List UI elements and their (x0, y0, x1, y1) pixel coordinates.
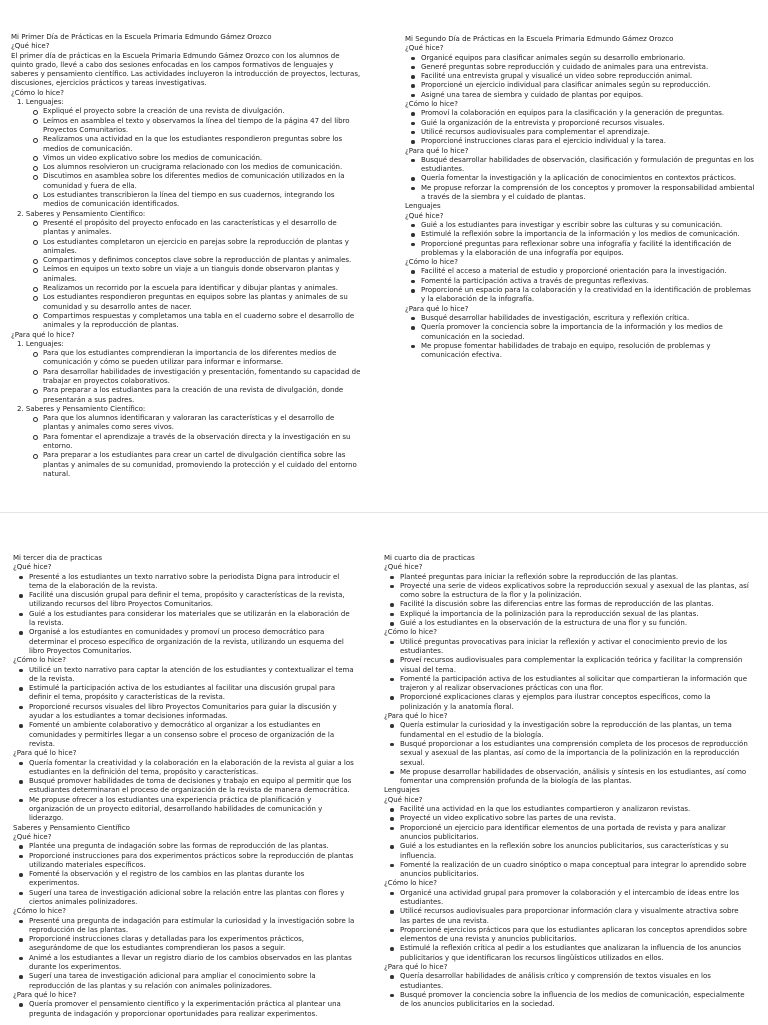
list-item: Quería promover el pensamiento científico y la experimentación práctica al plantear una pregunta de indagación y proporcionar oportunidades para realizar experimentos. (29, 1000, 356, 1019)
heading-como-lo-hice: ¿Cómo lo hice? (405, 258, 458, 267)
bullet-list (13, 917, 356, 991)
list-item: Busqué promover la conciencia sobre la influencia de los medios de comunicación, especialmente de los anuncios publicitarios en la sociedad. (400, 991, 749, 1010)
list-item: Proporcioné un ejercicio individual para clasificar animales según su reproducción. (421, 81, 755, 90)
list-item: Promoví la colaboración en equipos para la clasificación y la generación de preguntas. (421, 109, 755, 118)
bullet-list (384, 889, 749, 963)
list-item: Expliqué el proyecto sobre la creación de una revista de divulgación. (43, 107, 361, 116)
list-item: Sugerí una tarea de investigación adicional sobre la relación entre las plantas con flores y ciertos animales polinizadores. (29, 889, 356, 908)
sub-list (17, 107, 361, 209)
list-item: Estimulé la participación activa de los estudiantes al facilitar una discusión grupal para definir el tema, propósito y características de la revista. (29, 684, 356, 703)
tercer-dia-section (13, 554, 356, 1019)
list-item: Presenté a los estudiantes un texto narrativo sobre la periodista Digna para introducir el tema de la elaboración de la revista. (29, 573, 356, 592)
para-numbered-list (11, 340, 361, 479)
bullet-list (13, 1000, 356, 1019)
list-item: Para preparar a los estudiantes para crear un cartel de divulgación científica sobre las plantas y animales de su comunidad, promoviendo la protección y el cuidado del entorno natural. (43, 451, 361, 479)
list-item: Quería fomentar la investigación y la aplicación de conocimientos en contextos prácticos. (421, 174, 755, 183)
list-item: Quería promover la conciencia sobre la importancia de la información y los medios de comunicación en la sociedad. (421, 323, 755, 342)
list-item: Facilité una actividad en la que los estudiantes compartieron y analizaron revistas. (400, 805, 749, 814)
bullet-list (405, 267, 755, 304)
heading-para-que: ¿Para qué lo hice? (13, 990, 77, 999)
numbered-item-label: 2. Saberes y Pensamiento Científico: (17, 404, 146, 413)
bullet-list (13, 666, 356, 750)
bullet-list (13, 842, 356, 907)
list-item: Estimulé la reflexión crítica al pedir a los estudiantes que analizaran la influencia de los anuncios publicitarios y que identificaran los recursos lingüísticos utilizados en ellos. (400, 944, 749, 963)
list-item: Presenté el propósito del proyecto enfocado en las características y el desarrollo de plantas y animales. (43, 219, 361, 238)
bullet-list (384, 805, 749, 879)
list-item: Discutimos en asamblea sobre los diferentes medios de comunicación utilizados en la comunidad y fuera de ella. (43, 172, 361, 191)
list-item: Proporcioné instrucciones para dos experimentos prácticos sobre la reproducción de plantas utilizando materiales específicos. (29, 852, 356, 871)
subject-heading: Saberes y Pensamiento Científico (13, 823, 130, 832)
list-item: Utilicé preguntas provocativas para iniciar la reflexión y activar el conocimiento previo de los estudiantes. (400, 638, 749, 657)
list-item: Para preparar a los estudiantes para la creación de una revista de divulgación, donde presentarán a sus padres. (43, 386, 361, 405)
numbered-item (17, 340, 361, 405)
list-item: Facilité una entrevista grupal y visualicé un video sobre reproducción animal. (421, 72, 755, 81)
section-title: Mi Segundo Día de Prácticas en la Escuela Primaria Edmundo Gámez Orozco (405, 35, 674, 43)
heading-que-hice: ¿Qué hice? (13, 563, 52, 572)
list-item: Fomenté la participación activa a través de preguntas reflexivas. (421, 277, 755, 286)
list-item: Busqué desarrollar habilidades de observación, clasificación y formulación de preguntas en los estudiantes. (421, 155, 754, 174)
list-item: Utilicé recursos audiovisuales para proporcionar información clara y visualmente atractiva sobre las partes de una revista. (400, 907, 749, 926)
list-item: Me propuse ofrecer a los estudiantes una experiencia práctica de planificación y organización de un proyecto editorial, desarrollando habilidades de comunicación y liderazgo. (29, 796, 356, 824)
primer-dia-section (11, 33, 361, 479)
list-item: Proporcioné explicaciones claras y ejemplos para ilustrar conceptos específicos, como la polinización y la anatomía floral. (400, 693, 749, 712)
como-numbered-list (11, 98, 361, 330)
list-item: Quería desarrollar habilidades de análisis crítico y comprensión de textos visuales en los estudiantes. (400, 972, 749, 991)
heading-que-hice: ¿Qué hice? (405, 44, 444, 53)
list-item: Guié la organización de la entrevista y proporcioné recursos visuales. (421, 119, 755, 128)
sub-list (17, 219, 361, 331)
numbered-item (17, 98, 361, 210)
bullet-list (384, 638, 749, 712)
numbered-item-label: 1. Lenguajes: (17, 339, 64, 348)
bullet-list (405, 156, 755, 202)
numbered-item-label: 2. Saberes y Pensamiento Científico: (17, 209, 146, 218)
list-item: Facilité la discusión sobre las diferencias entre las formas de reproducción de las plantas. (400, 600, 749, 609)
bullet-list (13, 759, 356, 824)
list-item: Fomenté la participación activa de los estudiantes al solicitar que compartieran la información que trajeron y al realizar observaciones prácticas con una flor. (400, 674, 748, 693)
list-item: Plantée una pregunta de indagación sobre las formas de reproducción de las plantas. (29, 842, 356, 851)
list-item: Planteé preguntas para iniciar la reflexión sobre la reproducción de las plantas. (400, 573, 749, 582)
bullet-list (384, 721, 749, 786)
numbered-item-label: 1. Lenguajes: (17, 98, 64, 107)
heading-para-que: ¿Para qué lo hice? (11, 330, 75, 339)
list-item: Organisé a los estudiantes en comunidades y promoví un proceso democrático para determinar el proceso específico de organización de la revista, utilizando un esquema del libro Proyectos Comunitarios. (29, 628, 356, 656)
bullet-list (384, 972, 749, 1009)
section-title: Mi Primer Día de Prácticas en la Escuela Primaria Edmundo Gámez Orozco (11, 33, 272, 41)
list-item: Estimulé la reflexión sobre la importancia de la información y los medios de comunicación. (421, 230, 755, 239)
bullet-list (405, 314, 755, 360)
list-item: Generé preguntas sobre reproducción y cuidado de animales para una entrevista. (421, 63, 755, 72)
list-item: Realizamos una actividad en la que los estudiantes respondieron preguntas sobre los medios de comunicación. (43, 135, 361, 154)
segundo-dia-section (405, 35, 755, 360)
bullet-list (384, 573, 749, 629)
subject-heading: Lenguajes (384, 786, 420, 795)
page-2 (0, 512, 768, 1025)
list-item: Busqué proporcionar a los estudiantes una comprensión completa de los procesos de reproducción sexual y asexual de las plantas, así como de la importancia de la polinización en la reproducción sexual. (400, 739, 748, 767)
list-item: Busqué desarrollar habilidades de investigación, escritura y reflexión crítica. (421, 314, 755, 323)
heading-que-hice: ¿Qué hice? (11, 42, 50, 51)
section-title: Mi cuarto dia de practicas (384, 554, 475, 562)
heading-que-hice: ¿Qué hice? (384, 795, 423, 804)
numbered-item (17, 405, 361, 479)
list-item: Guié a los estudiantes para considerar los materiales que se utilizarán en la elaboración de la revista. (29, 610, 356, 629)
list-item: Los alumnos resolvieron un crucigrama relacionado con los medios de comunicación. (43, 163, 361, 172)
sub-list (17, 349, 361, 405)
list-item: Proveí recursos audiovisuales para complementar la explicación teórica y facilitar la comprensión visual del tema. (400, 656, 749, 675)
list-item: Leímos en equipos un texto sobre un viaje a un tianguis donde observaron plantas y animales. (43, 265, 361, 284)
list-item: Para desarrollar habilidades de investigación y presentación, fomentando su capacidad de trabajar en proyectos colaborativos. (43, 367, 361, 385)
list-item: Asigné una tarea de siembra y cuidado de plantas por equipos. (421, 91, 755, 100)
list-item: Utilicé un texto narrativo para captar la atención de los estudiantes y contextualizar el tema de la revista. (29, 666, 356, 685)
bullet-list (405, 54, 755, 100)
list-item: Proporcioné un espacio para la colaboración y la creatividad en la identificación de problemas y la elaboración de la infografía. (421, 286, 755, 305)
list-item: Presenté una pregunta de indagación para estimular la curiosidad y la investigación sobre la reproducción de las plantas. (29, 916, 355, 934)
list-item: Proporcioné preguntas para reflexionar sobre una infografía y facilité la identificación de problemas y la elaboración de una infografía por equipos. (421, 240, 755, 259)
list-item: Fomenté la realización de un cuadro sinóptico o mapa conceptual para integrar lo aprendido sobre anuncios publicitarios. (400, 861, 749, 880)
list-item: Proporcioné instrucciones claras para el ejercicio individual y la tarea. (421, 137, 755, 146)
list-item: Proporcioné ejercicios prácticos para que los estudiantes aplicaran los conceptos aprendidos sobre elementos de una revista y anuncios publicitarios. (400, 926, 749, 945)
list-item: Guié a los estudiantes en la reflexión sobre los anuncios publicitarios, sus características y su influencia. (400, 842, 749, 861)
list-item: Facilité una discusión grupal para definir el tema, propósito y características de la revista, utilizando recursos del libro Proyectos Comunitarios. (29, 591, 356, 610)
bullet-list (13, 573, 356, 657)
list-item: Organicé una actividad grupal para promover la colaboración y el intercambio de ideas entre los estudiantes. (400, 889, 749, 908)
list-item: Compartimos respuestas y completamos una tabla en el cuaderno sobre el desarrollo de animales y la reproducción de plantas. (43, 312, 361, 331)
list-item: Para que los alumnos identificaran y valoraran las características y el desarrollo de plantas y animales como seres vivos. (43, 414, 361, 433)
list-item: Los estudiantes respondieron preguntas en equipos sobre las plantas y animales de su comunidad y su desarrollo antes de nacer. (43, 293, 361, 312)
bullet-list (405, 109, 755, 146)
list-item: Me propuse desarrollar habilidades de observación, análisis y síntesis en los estudiantes, así como fomentar una comprensión profunda de la biología de las plantas. (400, 768, 749, 787)
list-item: Realizamos un recorrido por la escuela para identificar y dibujar plantas y animales. (43, 284, 361, 293)
list-item: Para que los estudiantes comprendieran la importancia de los diferentes medios de comunicación y cómo se pueden utilizar para informar e informarse. (43, 349, 361, 368)
list-item: Proporcioné instrucciones claras y detalladas para los experimentos prácticos, asegurándome de que los estudiantes comprendieran los pasos a seguir. (29, 935, 356, 954)
list-item: Organicé equipos para clasificar animales según su desarrollo embrionario. (421, 54, 755, 63)
list-item: Animé a los estudiantes a llevar un registro diario de los cambios observados en las plantas durante los experimentos. (29, 954, 356, 973)
list-item: Proyecté un video explicativo sobre las partes de una revista. (400, 814, 749, 823)
list-item: Sugerí una tarea de investigación adicional para ampliar el conocimiento sobre la reproducción de las plantas y su relación con animales polinizadores. (29, 972, 356, 991)
heading-para-que: ¿Para qué lo hice? (405, 146, 469, 155)
list-item: Guié a los estudiantes en la observación de la estructura de una flor y su función. (400, 619, 749, 628)
page-1 (0, 0, 768, 512)
heading-para-que: ¿Para qué lo hice? (384, 712, 448, 721)
cuarto-dia-section (384, 554, 749, 1010)
list-item: Los estudiantes transcribieron la línea del tiempo en sus cuadernos, integrando los medios de comunicación identificados. (43, 191, 361, 210)
list-item: Compartimos y definimos conceptos clave sobre la reproducción de plantas y animales. (43, 256, 361, 265)
heading-para-que: ¿Para qué lo hice? (384, 963, 448, 972)
intro-paragraph: El primer día de prácticas en la Escuela Primaria Edmundo Gámez Orozco con los alumnos de quinto grado, llevé a cabo dos sesiones enfocadas en los campos formativos de lenguajes y saberes y pensamiento científico. Las actividades incluyeron la introducción de proyectos, lecturas, discusiones, ejercicios prácticos y tareas investigativas. (11, 51, 361, 88)
list-item: Busqué promover habilidades de toma de decisiones y trabajo en equipo al permitir que los estudiantes determinaran el proceso de organización de la revista de manera democrática. (29, 777, 356, 796)
list-item: Utilicé recursos audiovisuales para complementar el aprendizaje. (421, 128, 755, 137)
list-item: Leímos en asamblea el texto y observamos la línea del tiempo de la página 47 del libro Proyectos Comunitarios. (43, 117, 361, 136)
section-title: Mi tercer dia de practicas (13, 554, 103, 562)
list-item: Para fomentar el aprendizaje a través de la observación directa y la investigación en su entorno. (43, 433, 361, 452)
list-item: Fomenté la observación y el registro de los cambios en las plantas durante los experimentos. (29, 870, 356, 889)
heading-para-que: ¿Para qué lo hice? (405, 304, 469, 313)
list-item: Facilité el acceso a material de estudio y proporcioné orientación para la investigación. (421, 267, 755, 276)
list-item: Quería fomentar la creatividad y la colaboración en la elaboración de la revista al guiar a los estudiantes en la definición del tema, propósito y características. (29, 759, 356, 778)
heading-como-lo-hice: ¿Cómo lo hice? (384, 628, 437, 637)
heading-que-hice: ¿Qué hice? (405, 211, 444, 220)
list-item: Quería estimular la curiosidad y la investigación sobre la reproducción de las plantas, un tema fundamental en el estudio de la biología. (400, 721, 749, 740)
list-item: Proyecté una serie de videos explicativos sobre la reproducción sexual y asexual de las plantas, así como sobre la estructura de la flor y la polinización. (400, 581, 749, 600)
heading-como-lo-hice: ¿Cómo lo hice? (13, 656, 66, 665)
heading-para-que: ¿Para qué lo hice? (13, 749, 77, 758)
heading-como-lo-hice: ¿Cómo lo hice? (405, 100, 458, 109)
heading-como-lo-hice: ¿Cómo lo hice? (13, 907, 66, 916)
bullet-list (405, 221, 755, 258)
heading-que-hice: ¿Qué hice? (384, 563, 423, 572)
list-item: Proporcioné recursos visuales del libro Proyectos Comunitarios para guiar la discusión y ayudar a los estudiantes a tomar decisiones informadas. (29, 703, 356, 722)
list-item: Vimos un video explicativo sobre los medios de comunicación. (43, 154, 361, 163)
heading-como-lo-hice: ¿Cómo lo hice? (11, 88, 64, 97)
numbered-item (17, 210, 361, 331)
heading-que-hice: ¿Qué hice? (13, 832, 52, 841)
list-item: Los estudiantes completaron un ejercicio en parejas sobre la reproducción de plantas y animales. (43, 238, 361, 257)
list-item: Me propuse fomentar habilidades de trabajo en equipo, resolución de problemas y comunicación efectiva. (421, 342, 755, 361)
sub-list (17, 414, 361, 479)
heading-como-lo-hice: ¿Cómo lo hice? (384, 879, 437, 888)
list-item: Expliqué la importancia de la polinización para la reproducción sexual de las plantas. (400, 610, 749, 619)
subject-heading: Lenguajes (405, 202, 441, 211)
list-item: Me propuse reforzar la comprensión de los conceptos y promover la responsabilidad ambiental a través de la siembra y el cuidado de plantas. (421, 183, 755, 202)
list-item: Proporcioné un ejercicio para identificar elementos de una portada de revista y para analizar anuncios publicitarios. (400, 824, 749, 843)
list-item: Fomenté un ambiente colaborativo y democrático al organizar a los estudiantes en comunidades y permitirles llegar a un consenso sobre el proceso de organización de la revista. (29, 721, 356, 749)
list-item: Guié a los estudiantes para investigar y escribir sobre las culturas y su comunicación. (421, 221, 755, 230)
